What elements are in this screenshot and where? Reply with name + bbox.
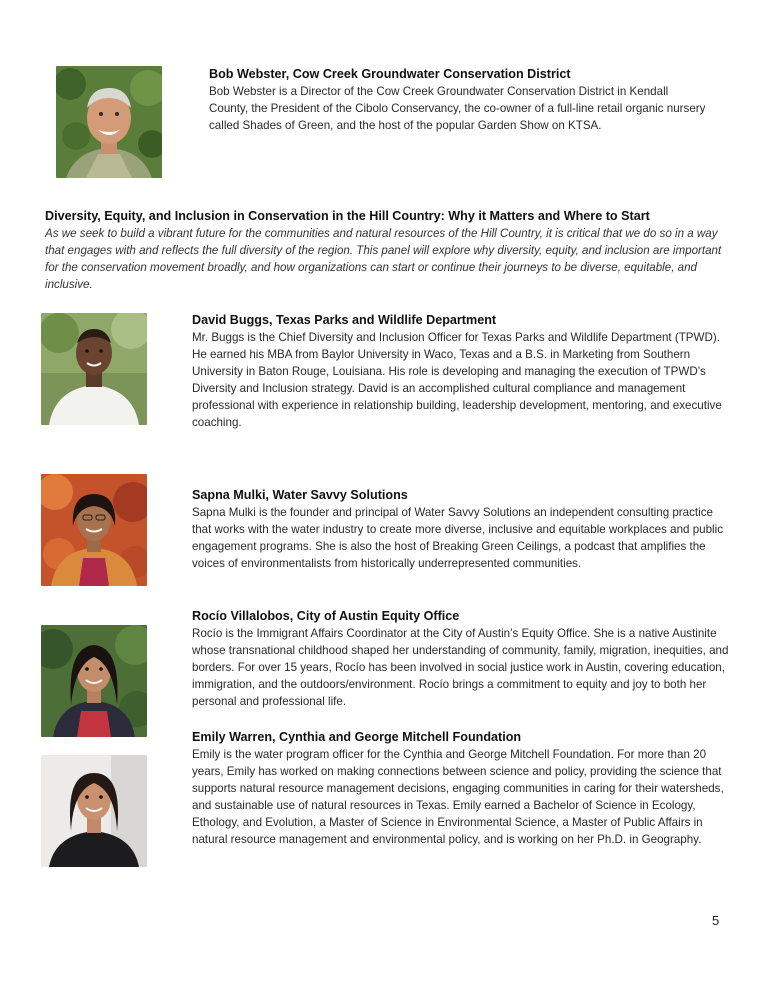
speaker-name: David Buggs, Texas Parks and Wildlife Department <box>192 313 497 327</box>
session-description: As we seek to build a vibrant future for the communities and natural resources of the Hill Country, it is critical that we do so in a way that engages with and reflects the full diversity of the region. This panel will explore why diversity, equity, and inclusion are important for the conservation movement broadly, and how organizations can start or continue their journeys to be diverse, equitable, and inclusive. <box>45 227 722 291</box>
speaker-bio: Mr. Buggs is the Chief Diversity and Inclusion Officer for Texas Parks and Wildlife Department (TPWD). He earned his MBA from Baylor University in Waco, Texas and a B.S. in Marketing from Southern University in Baton Rouge, Louisiana. His role is developing and managing the execution of TPWD’s Diversity and Inclusion strategy. David is an accomplished cultural compliance and management professional with experience in relationship building, leadership development, mentoring, and executive coaching. <box>192 331 722 429</box>
sapna-mulki-photo <box>41 474 147 586</box>
speaker-bio: Emily is the water program officer for the Cynthia and George Mitchell Foundation. For more than 20 years, Emily has worked on making connections between science and policy, providing the science that supports natural resource management decisions, engaging communities in caring for their watersheds, and sustainable use of natural resources in Texas. Emily earned a Bachelor of Science in Ecology, Ethology, and Evolution, a Master of Science in Environmental Science, a Master of Public Affairs in natural resource management and environmental policy, and is working on her Ph.D. in Geography. <box>192 748 724 846</box>
emily-warren-photo <box>41 755 147 867</box>
session-title: Diversity, Equity, and Inclusion in Conservation in the Hill Country: Why it Matters and Where to Start <box>45 209 650 223</box>
session-block <box>45 208 735 293</box>
speaker-bio: Sapna Mulki is the founder and principal of Water Savvy Solutions an independent consulting practice that works with the water industry to create more diverse, inclusive and equitable workplaces and public engagement programs. She is also the host of Breaking Green Ceilings, a podcast that amplifies the voices of environmentalists from historically underrepresented communities. <box>192 506 724 570</box>
bio-bob-webster <box>209 66 709 134</box>
rocio-villalobos-photo <box>41 625 147 737</box>
speaker-name: Emily Warren, Cynthia and George Mitchell Foundation <box>192 730 522 744</box>
bob-webster-photo <box>56 66 162 178</box>
bio-sapna-mulki <box>192 487 732 572</box>
david-buggs-photo <box>41 313 147 425</box>
speaker-bio: Bob Webster is a Director of the Cow Creek Groundwater Conservation District in Kendall County, the President of the Cibolo Conservancy, the co-owner of a full-line retail organic nursery called Shades of Green, and the host of the popular Garden Show on KTSA. <box>209 85 706 132</box>
speaker-name: Sapna Mulki, Water Savvy Solutions <box>192 488 408 502</box>
speaker-bio: Rocío is the Immigrant Affairs Coordinator at the City of Austin’s Equity Office. She is a native Austinite whose transnational childhood shaped her understanding of community, family, migration, inequities, and borders. For over 15 years, Rocío has been involved in social justice work in Austin, covering education, immigration, and the outdoors/environment. Rocío brings a commitment to equity and joy to both her personal and professional life. <box>192 627 729 708</box>
speaker-name: Bob Webster, Cow Creek Groundwater Conservation District <box>209 67 571 81</box>
page-number: 5 <box>712 913 720 928</box>
bio-rocio-villalobos <box>192 608 732 710</box>
bio-emily-warren <box>192 729 732 848</box>
bio-david-buggs <box>192 312 732 431</box>
speaker-name: Rocío Villalobos, City of Austin Equity Office <box>192 609 460 623</box>
